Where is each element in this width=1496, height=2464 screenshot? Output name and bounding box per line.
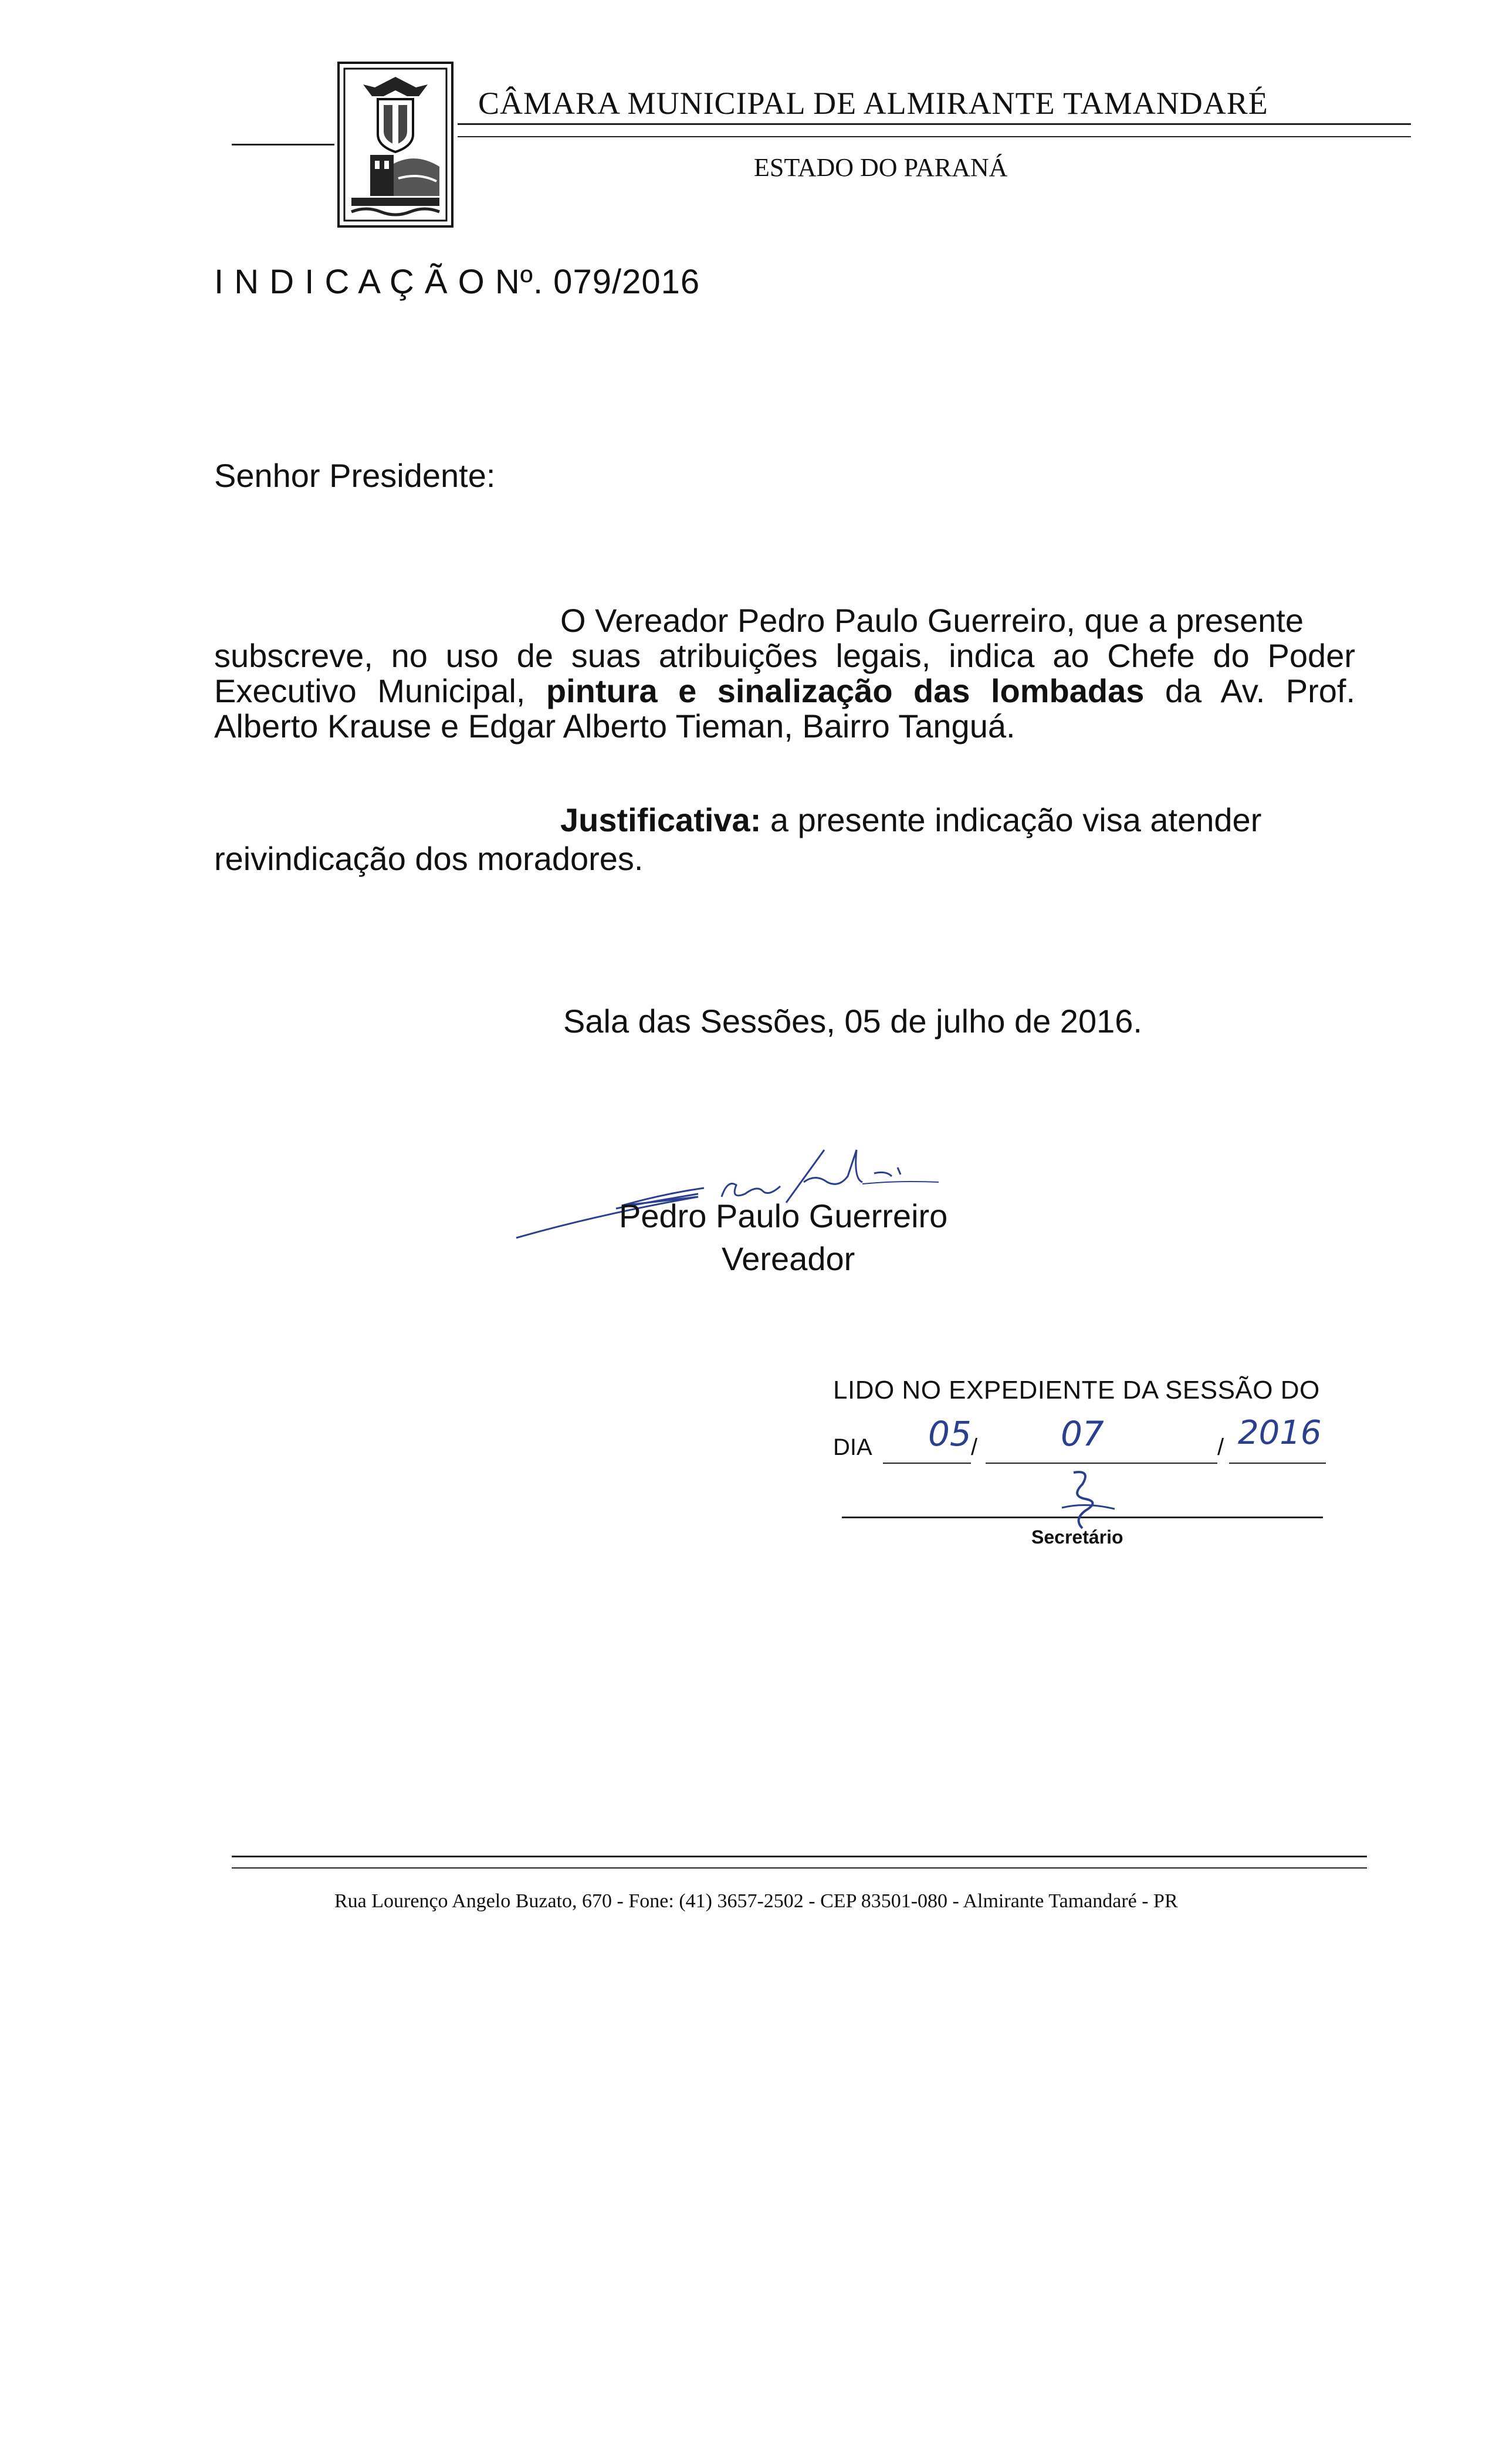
justification-text-1: a presente indicação visa atender	[770, 801, 1262, 838]
justification-paragraph	[214, 801, 1355, 878]
body-text-part2: da Av. Prof. Alberto Krause e Edgar Alberto Tieman, Bairro Tanguá.	[214, 672, 1356, 744]
footer-rule-bottom	[232, 1867, 1367, 1869]
stamp-separator-2: /	[1217, 1434, 1224, 1460]
closing-line: Sala das Sessões, 05 de julho de 2016.	[563, 1003, 1142, 1040]
stamp-title: LIDO NO EXPEDIENTE DA SESSÃO DO	[833, 1376, 1320, 1404]
body-first-line: O Vereador Pedro Paulo Guerreiro, que a presente	[560, 602, 1304, 639]
document-title: I N D I C A Ç Ã O Nº. 079/2016	[214, 263, 700, 301]
signer-name: Pedro Paulo Guerreiro	[619, 1197, 948, 1234]
justification-first-line	[214, 801, 1355, 840]
signer-role: Vereador	[722, 1240, 855, 1277]
state-name: ESTADO DO PARANÁ	[754, 153, 1008, 182]
justification-label: Justificativa:	[560, 801, 761, 838]
stamp-dia-label: DIA	[833, 1434, 872, 1460]
footer-rule-top	[232, 1856, 1367, 1857]
footer-address: Rua Lourenço Angelo Buzato, 670 - Fone: (41) 3657-2502 - CEP 83501-080 - Almirante Tamandaré - PR	[334, 1890, 1178, 1912]
stamp-year-line	[1229, 1463, 1326, 1464]
stamp-day: 05	[928, 1414, 972, 1454]
body-paragraph	[214, 603, 1355, 744]
stamp-day-line	[883, 1463, 971, 1464]
justification-text-2: reivindicação dos moradores.	[214, 840, 644, 877]
body-bold-text: pintura e sinalização das lombadas	[546, 672, 1145, 709]
stamp-year: 2016	[1238, 1414, 1322, 1452]
header-rule-left	[232, 144, 334, 145]
org-name: CÂMARA MUNICIPAL DE ALMIRANTE TAMANDARÉ	[478, 86, 1268, 121]
secretary-label: Secretário	[1031, 1527, 1123, 1548]
crest-emblem	[340, 64, 451, 225]
stamp-month-line	[986, 1463, 1217, 1464]
header-rule-top	[458, 123, 1411, 125]
salutation: Senhor Presidente:	[214, 457, 496, 494]
stamp-separator-1: /	[971, 1434, 978, 1460]
stamp-month: 07	[1061, 1414, 1104, 1454]
header-rule-bottom	[458, 136, 1411, 137]
body-text-part1: subscreve, no uso de suas atribuições legais, indica ao Chefe do Poder Executivo Municipal,	[214, 637, 1355, 709]
municipal-coat-of-arms-icon	[337, 62, 453, 228]
